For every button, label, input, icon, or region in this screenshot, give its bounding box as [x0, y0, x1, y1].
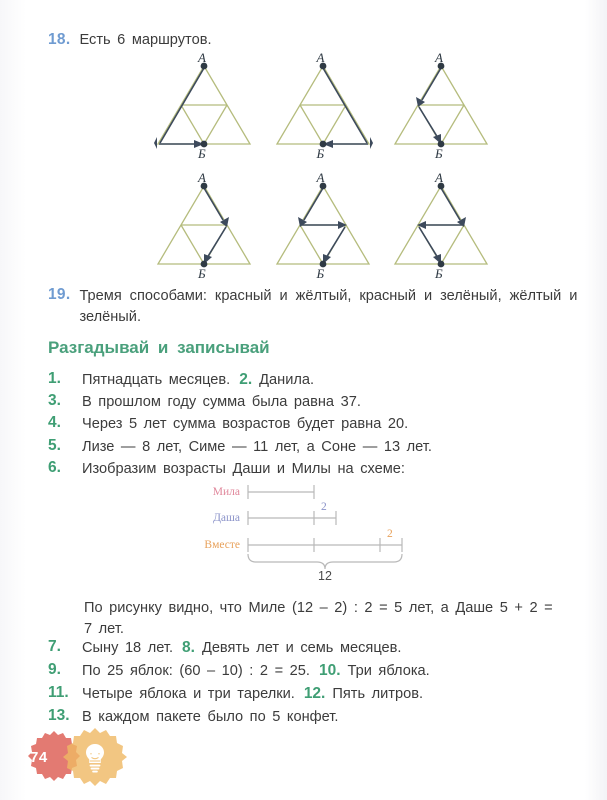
exercise-18-text: Есть 6 маршрутов. [79, 32, 212, 48]
section-heading: Разгадывай и записывай [48, 338, 270, 357]
answer-number-2: 2. [239, 371, 253, 388]
vertex-label-a: А [198, 170, 206, 185]
answer-row-3 [48, 392, 593, 413]
answer-text-12: Пять литров. [332, 686, 424, 702]
answer-row-7 [48, 638, 593, 659]
answer-text-1: Пятнадцать месяцев. [82, 372, 231, 388]
answer-number-9: 9. [48, 661, 61, 678]
answer-text-9: По 25 яблок: (60 – 10) : 2 = 25. [82, 663, 310, 679]
route-diagram-3 [387, 52, 495, 160]
answer-row-9 [48, 661, 593, 682]
answer-row-4 [48, 414, 593, 435]
answer-text-13: В каждом пакете было по 5 конфет. [82, 709, 339, 725]
answer-row-5 [48, 437, 593, 458]
scheme-brace [248, 554, 402, 569]
exercise-19 [48, 286, 588, 327]
vertex-label-b: Б [198, 266, 206, 281]
answer-row-1 [48, 370, 593, 391]
scheme-label-vmeste: Вместе [204, 539, 240, 551]
vertex-label-a: А [316, 50, 325, 65]
answer-text-4: Через 5 лет сумма возрастов будет равна 20. [82, 416, 409, 432]
route-diagrams [150, 52, 495, 280]
vertex-label-b: Б [198, 146, 206, 161]
route-diagram-1 [150, 52, 258, 160]
answer-text-3: В прошлом году сумма была равна 37. [82, 394, 361, 410]
vertex-label-a: А [435, 170, 443, 185]
answer-row-11 [48, 684, 593, 705]
answer-number-7: 7. [48, 638, 61, 655]
vertex-label-a: А [435, 50, 443, 65]
answer-number-10: 10. [318, 662, 341, 679]
route-diagram-row-2 [150, 172, 495, 280]
vertex-label-b: Б [316, 146, 325, 161]
answer-row-13 [48, 707, 593, 728]
route-diagram-4 [150, 172, 258, 280]
route-diagram-row-1 [150, 52, 495, 160]
conclusion-text: По рисунку видно, что Миле (12 – 2) : 2 = 5 лет, а Даше 5 + 2 = 7 лет. [84, 600, 553, 637]
exercise-19-number: 19. [48, 286, 71, 303]
scheme-brace-total: 12 [318, 569, 332, 582]
answer-text-11: Четыре яблока и три тарелки. [82, 686, 295, 702]
answer-number-11: 11. [48, 684, 69, 701]
exercise-19-text: Тремя способами: красный и жёлтый, красный и зелёный, жёлтый и зелёный. [79, 288, 578, 325]
scheme-label-mila: Мила [212, 486, 240, 498]
route-diagram-5 [269, 172, 377, 280]
age-scheme-diagram [196, 482, 446, 587]
vertex-label-b: Б [435, 146, 443, 161]
answer-number-6: 6. [48, 459, 61, 476]
vertex-label-b: Б [316, 266, 325, 281]
answer-number-5: 5. [48, 437, 61, 454]
answer-number-12: 12. [303, 685, 326, 702]
answer-text-2: Данила. [259, 372, 315, 388]
answer-number-13: 13. [48, 707, 70, 724]
answer-text-10: Три яблока. [347, 663, 430, 679]
route-diagram-6 [387, 172, 495, 280]
vertex-label-a: А [316, 170, 325, 185]
answer-number-4: 4. [48, 414, 61, 431]
answer-number-1: 1. [48, 370, 61, 387]
answer-text-7: Сыну 18 лет. [82, 640, 173, 656]
answer-row-6 [48, 459, 593, 480]
answer-text-5: Лизе — 8 лет, Симе — 11 лет, а Соне — 13 лет. [82, 439, 432, 455]
page-number: 74 [30, 749, 48, 766]
route-diagram-2 [269, 52, 377, 160]
exercise-18-number: 18. [48, 31, 71, 48]
scheme-label-dasha: Даша [213, 512, 240, 524]
scheme-value-dasha-extra: 2 [321, 501, 327, 513]
answer-text-8: Девять лет и семь месяцев. [201, 640, 402, 656]
exercise-18 [48, 30, 212, 51]
answer-text-6: Изобразим возрасты Даши и Милы на схеме: [82, 461, 405, 477]
scheme-value-vmeste-extra: 2 [387, 528, 393, 540]
vertex-label-a: А [198, 50, 206, 65]
answer-number-3: 3. [48, 392, 61, 409]
gear-lightbulb-icon [63, 728, 127, 786]
answer-number-8: 8. [182, 639, 195, 656]
vertex-label-b: Б [435, 266, 443, 281]
